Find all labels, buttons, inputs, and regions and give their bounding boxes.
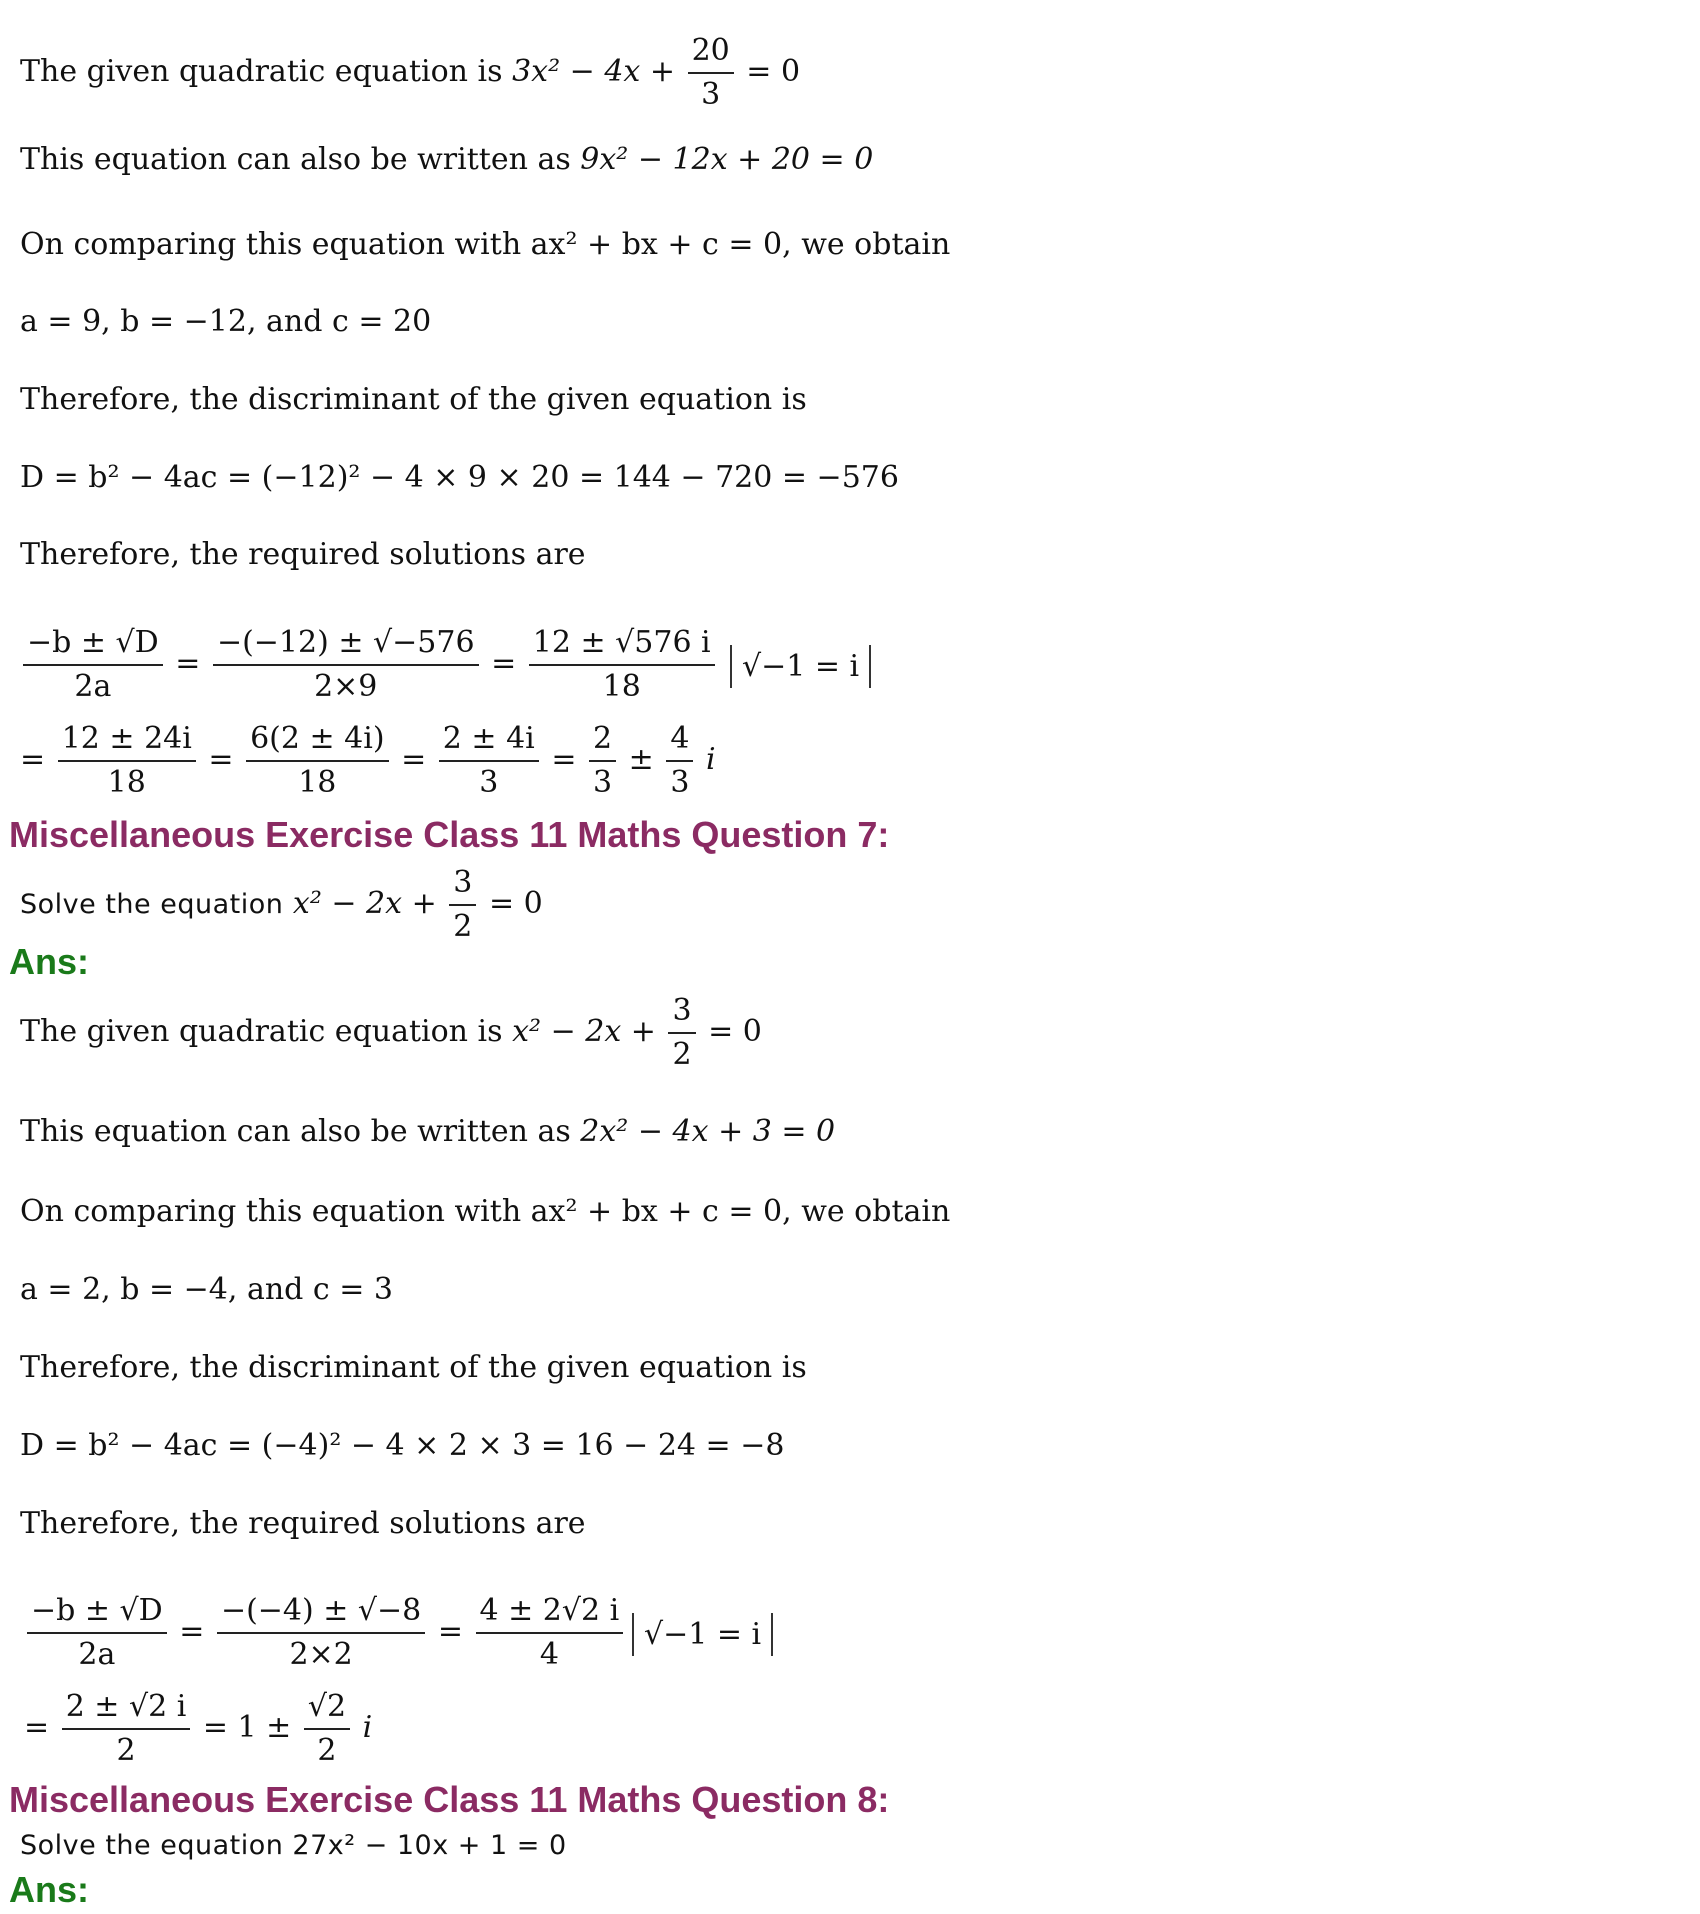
q6-frac-t1 xyxy=(58,718,196,804)
q7-given-text: The given quadratic equation is xyxy=(20,1014,503,1049)
q7-frac-imaginary xyxy=(476,1590,624,1676)
q7-solutions-intro: Therefore, the required solutions are xyxy=(20,1506,586,1541)
q8-question-line: Solve the equation 27x² − 10x + 1 = 0 xyxy=(20,1830,567,1861)
q6-frac-t3-num: 2 ± 4i xyxy=(439,718,539,762)
q7-frac-formula xyxy=(27,1590,167,1676)
q7-given-equation-line xyxy=(20,990,762,1076)
q7-frac-t1-den: 2 xyxy=(116,1733,136,1768)
q6-frac-substituted xyxy=(213,622,479,708)
q8-heading: Miscellaneous Exercise Class 11 Maths Question 8: xyxy=(9,1779,890,1820)
q7-t2-prefix: = 1 ± xyxy=(202,1710,292,1745)
q6-given-text: The given quadratic equation is xyxy=(20,54,503,89)
q7-frac-imaginary-num: 4 ± 2√2 i xyxy=(476,1590,624,1634)
q7-given-math-post: = 0 xyxy=(708,1014,762,1049)
q6-frac-t2-den: 18 xyxy=(298,765,337,800)
q7-discriminant-intro: Therefore, the discriminant of the given equation is xyxy=(20,1350,807,1385)
q7-frac-imaginary-den: 4 xyxy=(539,1637,559,1672)
q6-solution-row-2 xyxy=(20,718,716,804)
q6-imaginary-note: √−1 = i xyxy=(730,645,871,688)
q6-given-fraction xyxy=(688,30,734,116)
q7-question-math-post: = 0 xyxy=(488,886,543,921)
q6-frac-t4b-den: 3 xyxy=(670,765,690,800)
q6-frac-substituted-den: 2×9 xyxy=(314,669,378,704)
q6-discriminant-value: D = b² − 4ac = (−12)² − 4 × 9 × 20 = 144 − 720 = −576 xyxy=(20,460,899,495)
q6-frac-t4a xyxy=(589,718,616,804)
q7-imaginary-note: √−1 = i xyxy=(632,1613,773,1656)
q7-eq-sign: = xyxy=(179,1614,205,1649)
q7-question-frac-den: 2 xyxy=(453,909,473,944)
q7-coefficients-line: a = 2, b = −4, and c = 3 xyxy=(20,1272,394,1307)
q7-eq-sign: = xyxy=(437,1614,463,1649)
q7-solution-row-2 xyxy=(24,1686,372,1772)
q7-rewritten-math: 2x² − 4x + 3 = 0 xyxy=(580,1114,836,1149)
q7-frac-substituted xyxy=(217,1590,425,1676)
q6-given-math-pre: 3x² − 4x + xyxy=(512,54,676,89)
q6-eq-sign: = xyxy=(175,646,201,681)
q7-frac-t1 xyxy=(62,1686,191,1772)
q6-frac-t4a-num: 2 xyxy=(589,718,616,762)
q6-frac-t3 xyxy=(439,718,539,804)
q6-compare-line: On comparing this equation with ax² + bx + c = 0, we obtain xyxy=(20,227,951,262)
q6-given-frac-den: 3 xyxy=(701,77,721,112)
q7-given-frac-den: 2 xyxy=(672,1037,692,1072)
q6-pm-sign: ± xyxy=(628,742,654,777)
q6-frac-substituted-num: −(−12) ± √−576 xyxy=(213,622,479,666)
q6-eq-sign: = xyxy=(208,742,234,777)
q7-frac-substituted-num: −(−4) ± √−8 xyxy=(217,1590,425,1634)
q6-frac-t1-num: 12 ± 24i xyxy=(58,718,196,762)
q6-solution-row-1 xyxy=(20,622,718,708)
q7-given-frac-num: 3 xyxy=(668,990,695,1034)
q7-discriminant-value: D = b² − 4ac = (−4)² − 4 × 2 × 3 = 16 − 24 = −8 xyxy=(20,1428,785,1463)
q7-frac-t2-den: 2 xyxy=(317,1733,337,1768)
q7-solution-row-1 xyxy=(24,1590,626,1676)
q7-frac-t1-num: 2 ± √2 i xyxy=(62,1686,191,1730)
q6-given-math-post: = 0 xyxy=(746,54,801,89)
q7-frac-t2-num: √2 xyxy=(304,1686,350,1730)
q6-eq-sign: = xyxy=(401,742,427,777)
q7-question-frac-num: 3 xyxy=(449,862,476,906)
q7-question-text: Solve the equation xyxy=(20,889,284,920)
q7-frac-substituted-den: 2×2 xyxy=(289,1637,353,1672)
q7-given-fraction xyxy=(668,990,695,1076)
q6-given-equation-line xyxy=(20,30,800,116)
q6-frac-t2 xyxy=(246,718,388,804)
q7-ans-label: Ans: xyxy=(9,941,89,982)
q6-rewritten-line xyxy=(20,140,873,180)
q6-eq-sign: = xyxy=(491,646,517,681)
q7-frac-t2 xyxy=(304,1686,350,1772)
q6-frac-formula xyxy=(23,622,163,708)
q7-rewritten-text: This equation can also be written as xyxy=(20,1114,571,1149)
q6-frac-imaginary-den: 18 xyxy=(602,669,641,704)
q7-given-math-pre: x² − 2x + xyxy=(512,1014,656,1049)
q6-frac-t4b-num: 4 xyxy=(666,718,693,762)
q6-frac-imaginary-num: 12 ± √576 i xyxy=(529,622,715,666)
q7-frac-formula-den: 2a xyxy=(78,1637,116,1672)
q7-imaginary-unit: i xyxy=(362,1710,373,1745)
q6-eq-sign: = xyxy=(551,742,577,777)
q6-frac-t1-den: 18 xyxy=(107,765,146,800)
q6-frac-t3-den: 3 xyxy=(479,765,499,800)
q6-given-frac-num: 20 xyxy=(688,30,734,74)
q6-frac-t4a-den: 3 xyxy=(593,765,613,800)
q6-coefficients-line: a = 9, b = −12, and c = 20 xyxy=(20,304,432,339)
q6-discriminant-intro: Therefore, the discriminant of the given equation is xyxy=(20,382,807,417)
q6-frac-imaginary xyxy=(529,622,715,708)
q6-frac-t2-num: 6(2 ± 4i) xyxy=(246,718,388,762)
q6-solutions-intro: Therefore, the required solutions are xyxy=(20,537,586,572)
q7-eq-sign: = xyxy=(24,1710,50,1745)
q6-rewritten-math: 9x² − 12x + 20 = 0 xyxy=(580,142,874,177)
q6-frac-formula-den: 2a xyxy=(74,669,112,704)
q6-frac-formula-num: −b ± √D xyxy=(23,622,163,666)
q6-eq-sign: = xyxy=(20,742,46,777)
q7-frac-formula-num: −b ± √D xyxy=(27,1590,167,1634)
q7-compare-line: On comparing this equation with ax² + bx + c = 0, we obtain xyxy=(20,1194,951,1229)
q7-question-math-pre: x² − 2x + xyxy=(292,886,437,921)
q6-rewritten-text: This equation can also be written as xyxy=(20,142,571,177)
q7-question-line xyxy=(20,862,543,948)
q8-ans-label: Ans: xyxy=(9,1869,89,1910)
q7-question-fraction xyxy=(449,862,476,948)
q7-rewritten-line xyxy=(20,1112,835,1152)
q6-imaginary-unit: i xyxy=(705,742,716,777)
q7-heading: Miscellaneous Exercise Class 11 Maths Question 7: xyxy=(9,814,890,855)
q6-frac-t4b xyxy=(666,718,693,804)
